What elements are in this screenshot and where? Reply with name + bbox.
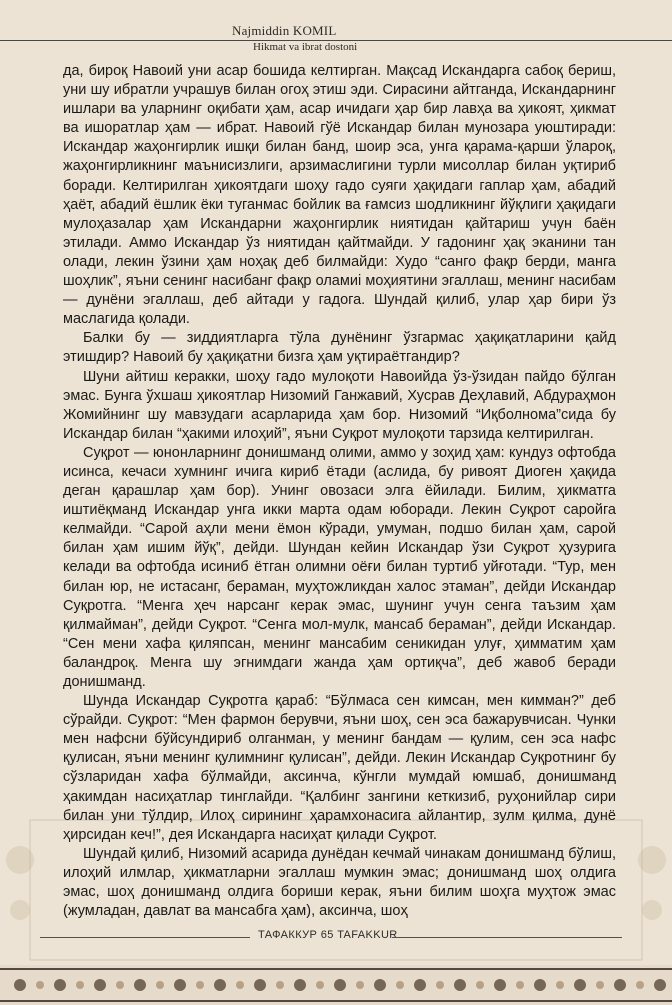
footer-divider-left xyxy=(40,937,250,938)
header-title: Hikmat va ibrat dostoni xyxy=(253,41,358,53)
footer-divider-right xyxy=(392,937,622,938)
page-header xyxy=(0,0,672,60)
header-author: Najmiddin KOMIL xyxy=(232,23,337,38)
paragraph: да, бироқ Навоий уни асар бошида келтирган. Мақсад Искандарга сабоқ бериш, уни шу ибратли учрашув билан огоҳ этиш эди. Сирасини айтганда, Искандарнинг ишлари ва уларнинг оқибати ҳам, асар ичидаги ҳар бир лавҳа ва ҳикоят, ҳикмат ва ишоратлар ҳам — ибрат. Навоий гўё Искандар билан мунозара уюштиради: Искандар жаҳонгирлик ишқи билан банд, шоир эса, унга қарама-қарши ўлароқ, жаҳонгирликнинг маънисизлиги, арзимаслигини турли мисоллар билан уқтириб боради. Келтирилган ҳикоятдаги шоҳу гадо суяги ҳақидаги гаплар ҳам, абадий ҳаёт, абадий ёшлик ёки туганмас бойлик ва ғамсиз шодликнинг йўқлиги ҳақидаги мулоҳазалар ҳам Искандарни жаҳонгирлик ниятидан қайтариш учун баён этилади. Аммо Искандар ўз ниятидан қайтмайди. У гадонинг ҳақ эканини тан олади, лекин ўзини ҳам ноҳақ деб билмайди: Худо “санго фақр берди, манга шоҳлик”, яъни сенинг насибанг фақр оламиi моҳиятини эгаллаш, менинг насибам — дунёни эгаллаш, деб айтади у гадога. Шундай қилиб, улар ҳар бири ўз маслагида қолади. xyxy=(63,63,616,328)
page-footer xyxy=(0,927,672,947)
paragraph: Суқрот — юнонларнинг донишманд олими, аммо у зоҳид ҳам: кундуз офтобда исинса, кечаси хумнинг ичига кириб ётади (аслида, бу ривоят Диоген ҳақида деган қарашлар ҳам бор). Унинг овозаси элга ёйилади. Билим, ҳикматга иштиёқманд Искандар унга икки марта одам юборади. Лекин Суқрот саройга келмайди. “Сарой аҳли мени ёмон кўради, умуман, подшо билан ҳам, сарой билан ҳам ишим йўқ”, дейди. Шундан кейин Искандар ўзи Суқрот ҳузурига келади ва офтобда исиниб ётган олимни оёғи билан туртиб уйғотади. “Тур, мен билан юр, не истасанг, бераман, муҳтожликдан халос этаман”, дейди Искандар Суқротга. “Менга ҳеч нарсанг керак эмас, шунинг учун сенга таъзим ҳам қилмайман”, дейди Суқрот. “Сенга мол-мулк, мансаб бераман”, дейди Искандар. “Сен мени хафа қиляпсан, менинг мансабим сеникидан улуғ, ҳимматим ҳам баландроқ. Менга шу эгнимдаги жанда ҳам ортиқча”, деб жавоб беради донишманд. xyxy=(63,444,616,690)
paragraph: Балки бу — зиддиятларга тўла дунёнинг ўзгармас ҳақиқатларини қайд этишдир? Навоий бу ҳақиқатни бизга ҳам уқтираётгандир? xyxy=(63,330,616,366)
paragraph: Шундай қилиб, Низомий асарида дунёдан кечмай чинакам донишманд бўлиш, илоҳий илмлар, ҳикматларни эгаллаш мумкин эмас; донишманд шоҳ олдига эмас, шоҳ донишманд олдига бориши керак, яъни билим шоҳга муҳтож эмас (жумладан, давлат ва мансабга ҳам), аксинча, шоҳ xyxy=(63,845,616,920)
article-body xyxy=(63,62,616,921)
paragraph: Шунда Искандар Суқротга қараб: “Бўлмаса сен кимсан, мен кимман?” деб сўрайди. Суқрот: “Мен фармон берувчи, яъни шоҳ, сен эса бажарувчисан. Чунки мен нафсни бўйсундириб олганман, у менинг бандам — қулим, сен эса нафс қулисан, яъни менинг қулимнинг қулисан”, дейди. Лекин Искандар Суқротнинг бу сўзларидан хафа бўлмайди, аксинча, кўнгли мумдай юмшаб, донишманд ҳакимдан насиҳатлар тинглайди. “Қалбинг зангини кеткизиб, руҳонийлар сири билан уни тўлдир, Илоҳ сирининг ҳарамхонасига айлантир, зулм қилма, дунё ҳирсидан кеч!”, дея Искандарга насиҳат қилади Суқрот. xyxy=(63,693,616,843)
paragraph: Шуни айтиш керакки, шоҳу гадо мулоқоти Навоийда ўз-ўзидан пайдо бўлган эмас. Бунга ўхшаш ҳикоятлар Низомий Ганжавий, Хусрав Деҳлавий, Абдураҳмон Жомийнинг шу мавзудаги асарларида ҳам бор. Низомий “Иқболнома”сида бу Искандар билан “ҳакими илоҳий”, яъни Суқрот мулоқоти тарзида келтирилган. xyxy=(63,368,616,442)
footer-page-label: ТАФАККУР 65 TAFAKKUR xyxy=(258,929,398,941)
